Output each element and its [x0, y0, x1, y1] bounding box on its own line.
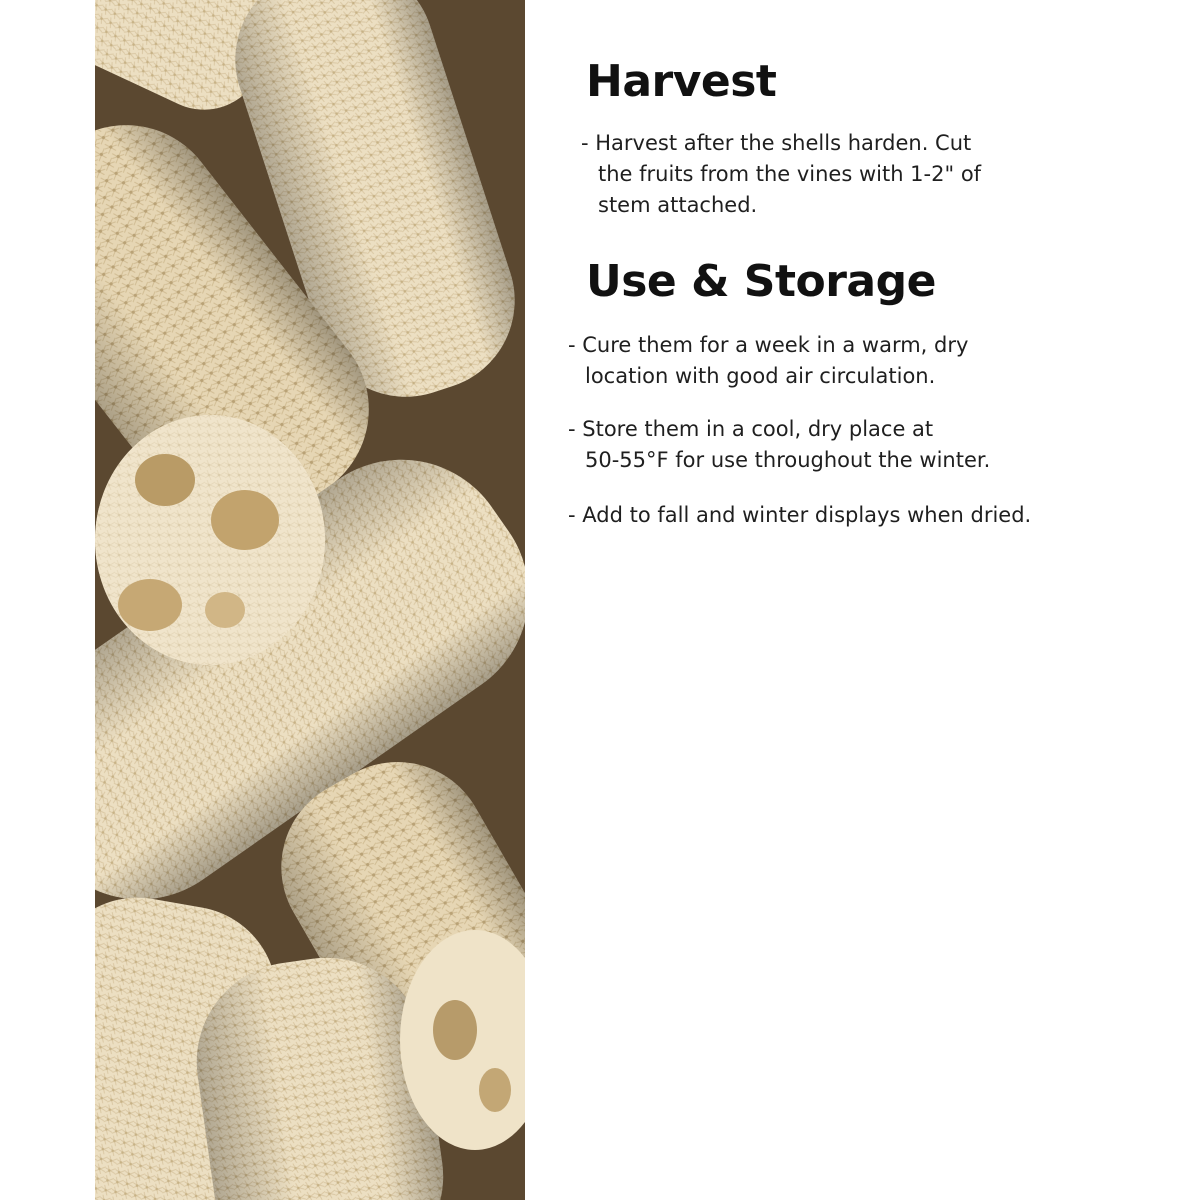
- bullet-line: the fruits from the vines with 1-2" of: [598, 162, 982, 186]
- loofah-cross-section: [95, 415, 325, 665]
- harvest-bullet: [581, 128, 1161, 221]
- bullet-line: location with good air circulation.: [585, 364, 936, 388]
- storage-bullet: [568, 414, 1148, 476]
- use-storage-heading: Use & Storage: [586, 256, 936, 307]
- storage-bullet: [568, 500, 1148, 531]
- storage-bullet: [568, 330, 1148, 392]
- harvest-heading: Harvest: [586, 56, 777, 107]
- text-panel: [568, 0, 1168, 1200]
- bullet-line: - Store them in a cool, dry place at: [568, 417, 934, 441]
- bullet-line: 50-55°F for use throughout the winter.: [585, 448, 991, 472]
- bullet-line: - Add to fall and winter displays when dried.: [568, 503, 1032, 527]
- bullet-line: - Cure them for a week in a warm, dry: [568, 333, 969, 357]
- bullet-line: stem attached.: [598, 193, 758, 217]
- loofah-photo: [95, 0, 525, 1200]
- bullet-line: - Harvest after the shells harden. Cut: [581, 131, 972, 155]
